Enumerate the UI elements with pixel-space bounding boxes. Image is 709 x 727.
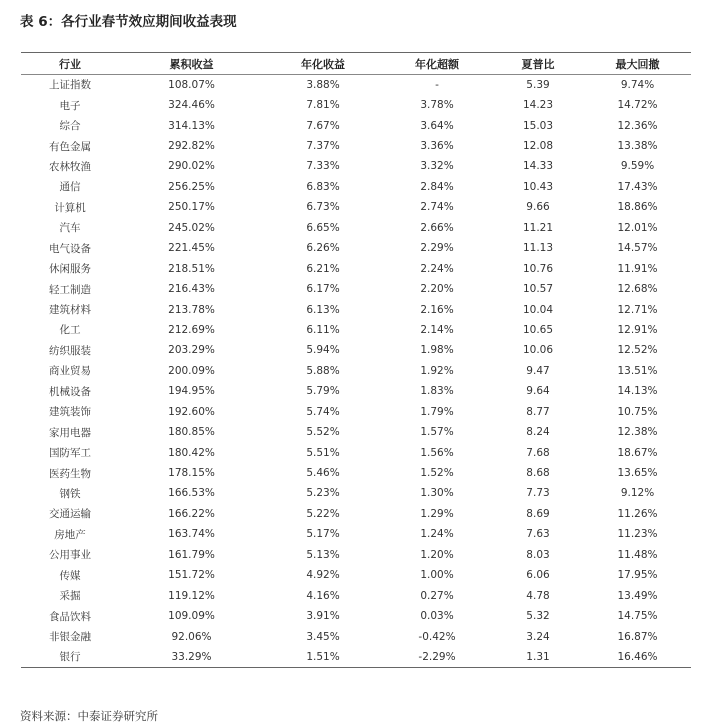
annualized-return-cell: 7.37%	[306, 140, 340, 153]
sharpe-ratio-cell: 15.03	[522, 119, 554, 132]
annualized-excess-cell: 2.66%	[420, 221, 454, 234]
table-row	[21, 197, 691, 217]
table-row	[21, 218, 691, 238]
table-row	[21, 340, 691, 360]
sharpe-ratio-cell: 10.06	[522, 344, 554, 357]
max-drawdown-cell: 12.36%	[617, 119, 658, 132]
industry-cell: 交通运输	[49, 508, 91, 521]
industry-cell: 上证指数	[49, 79, 91, 92]
sharpe-ratio-cell: 6.06	[526, 569, 550, 582]
table-row	[21, 626, 691, 646]
max-drawdown-cell: 14.72%	[617, 99, 658, 112]
annualized-return-cell: 5.79%	[306, 385, 340, 398]
table-row	[21, 361, 691, 381]
annualized-return-cell: 5.74%	[306, 405, 340, 418]
table-row	[21, 565, 691, 585]
header-row	[21, 53, 691, 75]
cumulative-return-cell: 250.17%	[168, 201, 215, 214]
returns-table-container	[21, 52, 691, 668]
annualized-excess-cell: 3.36%	[420, 140, 454, 153]
max-drawdown-cell: 13.51%	[617, 364, 658, 377]
cumulative-return-cell: 92.06%	[171, 630, 212, 643]
cumulative-return-cell: 314.13%	[168, 119, 215, 132]
table-row	[21, 647, 691, 667]
sharpe-ratio-cell: 8.24	[526, 426, 550, 439]
cumulative-return-cell: 166.53%	[168, 487, 215, 500]
industry-cell: 计算机	[54, 201, 86, 214]
annualized-return-cell: 6.26%	[306, 242, 340, 255]
cumulative-return-cell: 290.02%	[168, 160, 215, 173]
sharpe-ratio-cell: 8.03	[526, 548, 550, 561]
industry-cell: 采掘	[59, 590, 81, 603]
industry-cell: 通信	[59, 181, 81, 194]
sharpe-ratio-cell: 7.73	[526, 487, 550, 500]
max-drawdown-cell: 11.48%	[617, 548, 658, 561]
industry-cell: 建筑装饰	[49, 406, 91, 419]
table-row	[21, 504, 691, 524]
annualized-return-cell: 4.16%	[306, 589, 340, 602]
industry-cell: 公用事业	[49, 549, 91, 562]
industry-cell: 医药生物	[49, 467, 91, 480]
annualized-excess-cell: 1.52%	[420, 467, 454, 480]
cumulative-return-cell: 178.15%	[168, 467, 215, 480]
cumulative-return-cell: 324.46%	[168, 99, 215, 112]
max-drawdown-cell: 18.86%	[617, 201, 658, 214]
annualized-return-cell: 6.13%	[306, 303, 340, 316]
industry-cell: 休闲服务	[49, 263, 91, 276]
annualized-return-cell: 3.45%	[306, 630, 340, 643]
max-drawdown-cell: 11.26%	[617, 507, 658, 520]
industry-cell: 电气设备	[49, 242, 91, 255]
sharpe-ratio-cell: 9.64	[526, 385, 550, 398]
annualized-excess-cell: 1.20%	[420, 548, 454, 561]
max-drawdown-cell: 12.68%	[617, 283, 658, 296]
table-row	[21, 177, 691, 197]
table-row	[21, 258, 691, 278]
table-row	[21, 238, 691, 258]
max-drawdown-cell: 13.65%	[617, 467, 658, 480]
cumulative-return-cell: 292.82%	[168, 140, 215, 153]
annualized-return-cell: 5.94%	[306, 344, 340, 357]
max-drawdown-cell: 16.46%	[584, 647, 691, 667]
annualized-excess-cell: 3.32%	[420, 160, 454, 173]
cumulative-return-cell: 213.78%	[168, 303, 215, 316]
cumulative-return-cell: 221.45%	[168, 242, 215, 255]
annualized-excess-cell: 1.29%	[420, 507, 454, 520]
industry-cell: 纺织服装	[49, 344, 91, 357]
header-cumulative-return: 累积收益	[119, 53, 264, 75]
industry-returns-table	[21, 52, 691, 668]
annualized-excess-cell: 2.14%	[420, 323, 454, 336]
max-drawdown-cell: 9.59%	[620, 160, 655, 173]
table-row	[21, 320, 691, 340]
header-industry: 行业	[21, 53, 119, 75]
sharpe-ratio-cell: 11.21	[522, 221, 554, 234]
annualized-return-cell: 7.33%	[306, 160, 340, 173]
max-drawdown-cell: 14.57%	[617, 242, 658, 255]
annualized-excess-cell: 1.30%	[420, 487, 454, 500]
table-row	[21, 381, 691, 401]
cumulative-return-cell: 109.09%	[168, 610, 215, 623]
max-drawdown-cell: 14.13%	[617, 385, 658, 398]
cumulative-return-cell: 245.02%	[168, 221, 215, 234]
max-drawdown-cell: 16.87%	[617, 630, 658, 643]
header-max-drawdown: 最大回撤	[584, 53, 691, 75]
annualized-excess-cell: 1.57%	[420, 426, 454, 439]
sharpe-ratio-cell: 10.04	[522, 303, 554, 316]
annualized-excess-cell: 0.27%	[420, 589, 454, 602]
table-row	[21, 402, 691, 422]
industry-cell: 食品饮料	[49, 610, 91, 623]
max-drawdown-cell: 9.74%	[620, 78, 655, 91]
annualized-excess-cell: 2.24%	[420, 262, 454, 275]
cumulative-return-cell: 216.43%	[168, 283, 215, 296]
annualized-excess-cell: 1.92%	[420, 364, 454, 377]
cumulative-return-cell: 166.22%	[168, 507, 215, 520]
industry-cell: 机械设备	[49, 385, 91, 398]
sharpe-ratio-cell: 9.47	[526, 364, 550, 377]
annualized-excess-cell: 2.16%	[420, 303, 454, 316]
sharpe-ratio-cell: 4.78	[526, 589, 550, 602]
annualized-return-cell: 5.46%	[306, 467, 340, 480]
industry-cell: 家用电器	[49, 426, 91, 439]
max-drawdown-cell: 12.52%	[617, 344, 658, 357]
table-row	[21, 422, 691, 442]
max-drawdown-cell: 12.71%	[617, 303, 658, 316]
annualized-return-cell: 5.23%	[306, 487, 340, 500]
max-drawdown-cell: 12.91%	[617, 323, 658, 336]
header-annualized-return: 年化收益	[264, 53, 382, 75]
cumulative-return-cell: 200.09%	[168, 364, 215, 377]
industry-cell: 国防军工	[49, 447, 91, 460]
cumulative-return-cell: 180.85%	[168, 426, 215, 439]
annualized-return-cell: 5.88%	[306, 364, 340, 377]
cumulative-return-cell: 218.51%	[168, 262, 215, 275]
industry-cell: 电子	[59, 99, 81, 112]
sharpe-ratio-cell: 5.39	[526, 78, 550, 91]
sharpe-ratio-cell: 5.32	[526, 610, 550, 623]
annualized-excess-cell: 1.98%	[420, 344, 454, 357]
cumulative-return-cell: 192.60%	[168, 405, 215, 418]
source-note: 资料来源：中泰证券研究所	[20, 709, 158, 723]
table-row	[21, 524, 691, 544]
table-row	[21, 299, 691, 319]
table-row	[21, 545, 691, 565]
sharpe-ratio-cell: 10.57	[522, 283, 554, 296]
annualized-return-cell: 6.11%	[306, 323, 340, 336]
table-row	[21, 442, 691, 462]
max-drawdown-cell: 10.75%	[617, 405, 658, 418]
max-drawdown-cell: 13.38%	[617, 140, 658, 153]
cumulative-return-cell: 256.25%	[168, 180, 215, 193]
annualized-return-cell: 6.65%	[306, 221, 340, 234]
industry-cell: 银行	[21, 647, 119, 667]
industry-cell: 有色金属	[49, 140, 91, 153]
annualized-excess-cell: 1.56%	[420, 446, 454, 459]
annualized-return-cell: 5.51%	[306, 446, 340, 459]
industry-cell: 化工	[59, 324, 81, 337]
industry-cell: 商业贸易	[49, 365, 91, 378]
annualized-return-cell: 3.91%	[306, 610, 340, 623]
sharpe-ratio-cell: 7.63	[526, 528, 550, 541]
sharpe-ratio-cell: 8.69	[526, 507, 550, 520]
max-drawdown-cell: 17.95%	[617, 569, 658, 582]
annualized-excess-cell: 2.20%	[420, 283, 454, 296]
sharpe-ratio-cell: 10.43	[522, 180, 554, 193]
annualized-return-cell: 5.13%	[306, 548, 340, 561]
sharpe-ratio-cell: 1.31	[492, 647, 584, 667]
annualized-excess-cell: 1.79%	[420, 405, 454, 418]
annualized-excess-cell: -2.29%	[382, 647, 492, 667]
annualized-return-cell: 6.21%	[306, 262, 340, 275]
table-header	[21, 53, 691, 75]
max-drawdown-cell: 18.67%	[617, 446, 658, 459]
annualized-excess-cell: 2.84%	[420, 180, 454, 193]
annualized-excess-cell: 1.83%	[420, 385, 454, 398]
industry-cell: 非银金融	[49, 631, 91, 644]
industry-cell: 农林牧渔	[49, 160, 91, 173]
table-row	[21, 95, 691, 115]
industry-cell: 综合	[59, 120, 81, 133]
industry-cell: 钢铁	[59, 487, 81, 500]
table-row	[21, 483, 691, 503]
cumulative-return-cell: 33.29%	[119, 647, 264, 667]
annualized-return-cell: 5.22%	[306, 507, 340, 520]
sharpe-ratio-cell: 10.76	[522, 262, 554, 275]
annualized-return-cell: 3.88%	[306, 78, 340, 91]
max-drawdown-cell: 14.75%	[617, 610, 658, 623]
max-drawdown-cell: 13.49%	[617, 589, 658, 602]
table-row	[21, 136, 691, 156]
annualized-return-cell: 4.92%	[306, 569, 340, 582]
sharpe-ratio-cell: 14.33	[522, 160, 554, 173]
header-annualized-excess: 年化超额	[382, 53, 492, 75]
cumulative-return-cell: 194.95%	[168, 385, 215, 398]
table-row	[21, 606, 691, 626]
annualized-excess-cell: 2.74%	[420, 201, 454, 214]
table-row	[21, 115, 691, 135]
table-title: 表 6：各行业春节效应期间收益表现	[20, 14, 237, 30]
sharpe-ratio-cell: 8.77	[526, 405, 550, 418]
industry-cell: 汽车	[59, 222, 81, 235]
annualized-return-cell: 1.51%	[264, 647, 382, 667]
annualized-return-cell: 6.17%	[306, 283, 340, 296]
cumulative-return-cell: 151.72%	[168, 569, 215, 582]
annualized-return-cell: 7.81%	[306, 99, 340, 112]
sharpe-ratio-cell: 11.13	[522, 242, 554, 255]
annualized-return-cell: 5.17%	[306, 528, 340, 541]
industry-cell: 建筑材料	[49, 304, 91, 317]
cumulative-return-cell: 161.79%	[168, 548, 215, 561]
table-row	[21, 75, 691, 95]
sharpe-ratio-cell: 3.24	[526, 630, 550, 643]
sharpe-ratio-cell: 10.65	[522, 323, 554, 336]
annualized-excess-cell: -	[435, 78, 439, 91]
max-drawdown-cell: 11.91%	[617, 262, 658, 275]
max-drawdown-cell: 12.01%	[617, 221, 658, 234]
annualized-excess-cell: 3.64%	[420, 119, 454, 132]
annualized-excess-cell: -0.42%	[418, 630, 456, 643]
industry-cell: 房地产	[54, 528, 86, 541]
annualized-return-cell: 6.83%	[306, 180, 340, 193]
max-drawdown-cell: 12.38%	[617, 426, 658, 439]
cumulative-return-cell: 108.07%	[168, 78, 215, 91]
cumulative-return-cell: 203.29%	[168, 344, 215, 357]
annualized-excess-cell: 1.00%	[420, 569, 454, 582]
annualized-excess-cell: 2.29%	[420, 242, 454, 255]
annualized-excess-cell: 3.78%	[420, 99, 454, 112]
table-row	[21, 279, 691, 299]
max-drawdown-cell: 11.23%	[617, 528, 658, 541]
annualized-excess-cell: 0.03%	[420, 610, 454, 623]
max-drawdown-cell: 9.12%	[620, 487, 655, 500]
sharpe-ratio-cell: 7.68	[526, 446, 550, 459]
annualized-return-cell: 7.67%	[306, 119, 340, 132]
cumulative-return-cell: 212.69%	[168, 323, 215, 336]
sharpe-ratio-cell: 9.66	[526, 201, 550, 214]
cumulative-return-cell: 163.74%	[168, 528, 215, 541]
annualized-return-cell: 5.52%	[306, 426, 340, 439]
max-drawdown-cell: 17.43%	[617, 180, 658, 193]
industry-cell: 传媒	[59, 569, 81, 582]
table-row	[21, 463, 691, 483]
industry-cell: 轻工制造	[49, 283, 91, 296]
table-row	[21, 156, 691, 176]
sharpe-ratio-cell: 8.68	[526, 467, 550, 480]
table-body	[21, 75, 691, 668]
cumulative-return-cell: 119.12%	[168, 589, 215, 602]
annualized-excess-cell: 1.24%	[420, 528, 454, 541]
sharpe-ratio-cell: 12.08	[522, 140, 554, 153]
header-sharpe-ratio: 夏普比	[492, 53, 584, 75]
sharpe-ratio-cell: 14.23	[522, 99, 554, 112]
cumulative-return-cell: 180.42%	[168, 446, 215, 459]
table-row	[21, 585, 691, 605]
annualized-return-cell: 6.73%	[306, 201, 340, 214]
